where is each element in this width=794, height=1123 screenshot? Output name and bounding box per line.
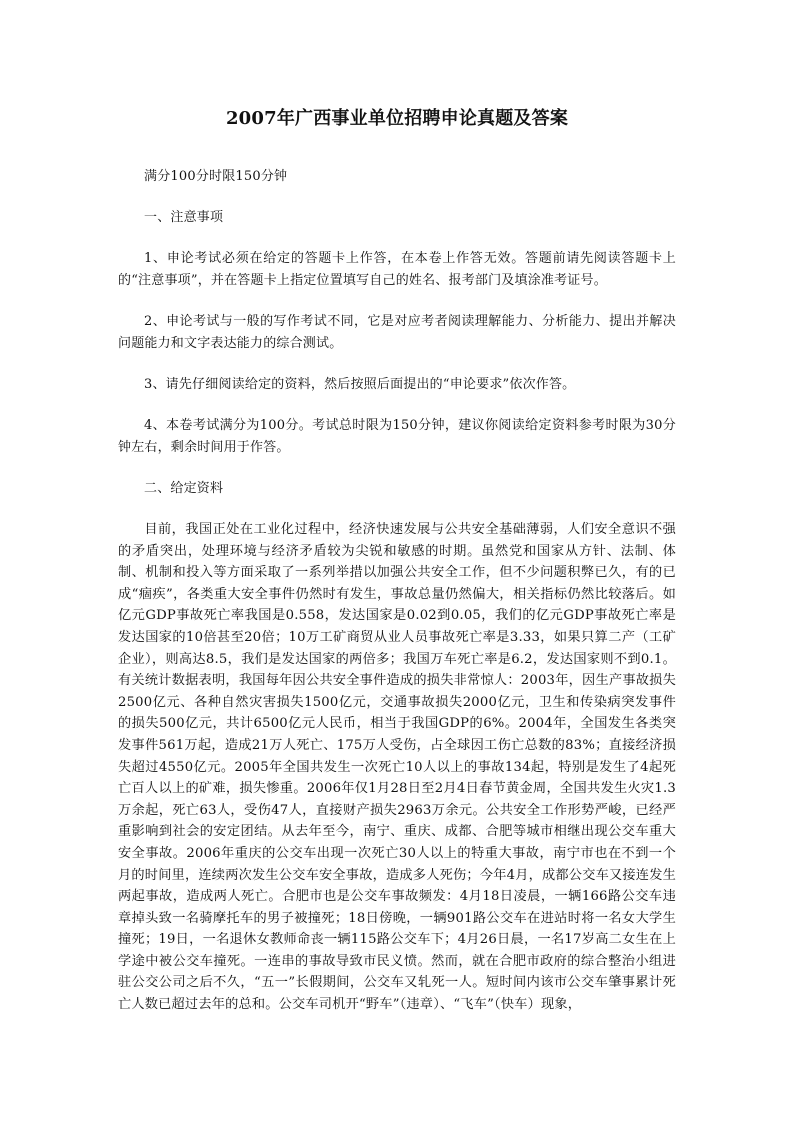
note-item-4: 4、本卷考试满分为100分。考试总时限为150分钟，建议你阅读给定资料参考时限为30分钟左右，剩余时间用于作答。	[118, 418, 676, 455]
material-paragraph: 目前，我国正处在工业化过程中，经济快速发展与公共安全基础薄弱，人们安全意识不强的矛盾突出，处理环境与经济矛盾较为尖锐和敏感的时期。虽然党和国家从方针、法制、体制、机制和投入等方面采取了一系列举措以加强公共安全工作，但不少问题积弊已久，有的已成“痼疾”，各类重大安全事件仍然时有发生，事故总量仍然偏大，相关指标仍然比较落后。如亿元GDP事故死亡率我国是0.558，发达国家是0.02到0.05，我们的亿元GDP事故死亡率是发达国家的10倍甚至20倍；10万工矿商贸从业人员事故死亡率是3.33，如果只算二产（工矿企业），则高达8.5，我们是发达国家的两倍多；我国万车死亡率是6.2，发达国家则不到0.1。有关统计数据表明，我国每年因公共安全事件造成的损失非常惊人：2003年，因生产事故损失2500亿元、各种自然灾害损失1500亿元，交通事故损失2000亿元，卫生和传染病突发事件的损失500亿元，共计6500亿元人民币，相当于我国GDP的6%。2004年，全国发生各类突发事件561万起，造成21万人死亡、175万人受伤，占全球因工伤亡总数的83%；直接经济损失超过4550亿元。2005年全国共发生一次死亡10人以上的事故134起，特别是发生了4起死亡百人以上的矿难，损失惨重。2006年仅1月28日至2月4日春节黄金周，全国共发生火灾1.3万余起，死亡63人，受伤47人，直接财产损失2963万余元。公共安全工作形势严峻，已经严重影响到社会的安定团结。从去年至今，南宁、重庆、成都、合肥等城市相继出现公交车重大安全事故。2006年重庆的公交车出现一次死亡30人以上的特重大事故，南宁市也在不到一个月的时间里，连续两次发生公交车安全事故，造成多人死伤；今年4月，成都公交车又接连发生两起事故，造成两人死亡。合肥市也是公交车事故频发：4月18日凌晨，一辆166路公交车违章掉头致一名骑摩托车的男子被撞死；18日傍晚，一辆901路公交车在进站时将一名女大学生撞死；19日，一名退休女教师命丧一辆115路公交车下；4月26日晨，一名17岁高二女生在上学途中被公交车撞死。一连串的事故导致市民义愤。然而，就在合肥市政府的综合整治小组进驻公交公司之后不久，“五一”长假期间，公交车又轧死一人。短时间内该市公交车肇事累计死亡人数已超过去年的总和。公交车司机开“野车”（违章）、“飞车”（快车）现象，	[118, 522, 676, 1013]
section-heading-notes: 一、注意事项	[144, 210, 224, 225]
note-item-3: 3、请先仔细阅读给定的资料，然后按照后面提出的“申论要求”依次作答。	[144, 377, 576, 392]
section-heading-materials: 二、给定资料	[144, 481, 224, 496]
document-title: 2007年广西事业单位招聘申论真题及答案	[225, 108, 569, 129]
note-item-1: 1、申论考试必须在给定的答题卡上作答，在本卷上作答无效。答题前请先阅读答题卡上的“注意事项”，并在答题卡上指定位置填写自己的姓名、报考部门及填涂准考证号。	[118, 251, 676, 288]
exam-info: 满分100分时限150分钟	[144, 169, 288, 184]
note-item-2: 2、申论考试与一般的写作考试不同，它是对应考者阅读理解能力、分析能力、提出并解决问题能力和文字表达能力的综合测试。	[118, 314, 676, 351]
